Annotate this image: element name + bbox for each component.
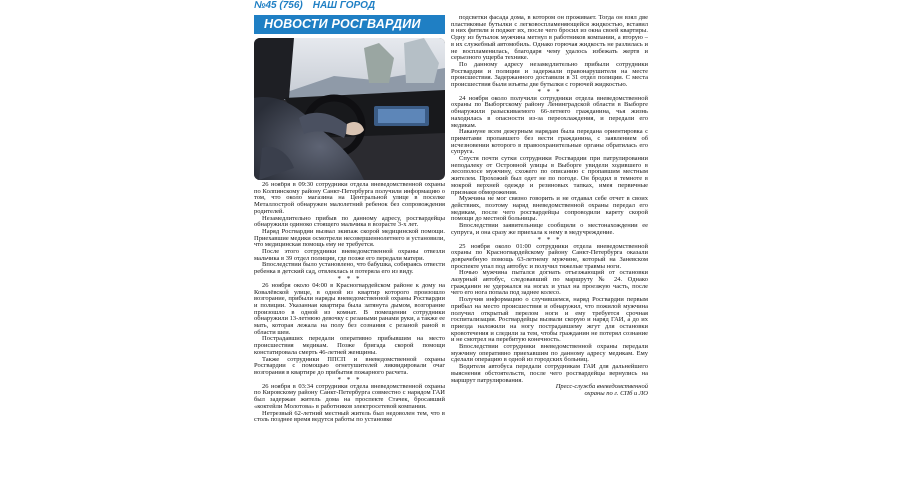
article-paragraph: После этого сотрудники вневедомственной охраны отвезли мальчика в 39 отдел полиции, где позже его передали матери. xyxy=(254,248,445,262)
article-paragraph: Незамедлительно прибыв по данному адресу, росгвардейцы обнаружили одиноко стоящего мальчика в возрасте 3-х лет. xyxy=(254,214,445,229)
article-paragraph: Впоследствии было установлено, что бабушка, собираясь отвести ребенка в детский сад, отвлеклась и потеряла его из виду. xyxy=(254,261,445,276)
article-paragraph: 25 ноября около 01:00 сотрудники отдела вневедомственной охраны по Красногвардейскому району Санкт-Петербурга оказали доврачебную помощь 63-летнему мужчине, который на Заневском проспекте упал под автобус и получил тяжелые травмы ноги. xyxy=(451,242,648,270)
newspaper-name: НАШ ГОРОД xyxy=(312,0,376,11)
article-separator: * * * xyxy=(337,375,362,384)
article-paragraph: Водителя автобуса передали сотрудникам ГАИ для дальнейшего выяснения обстоятельств, после чего росгвардейцы вернулись на маршрут патрулирования. xyxy=(451,363,648,384)
signature-line: охраны по г. СПб и ЛО xyxy=(584,389,648,397)
article-separator: * * * xyxy=(537,87,562,96)
section-title: НОВОСТИ РОСГВАРДИИ xyxy=(254,15,445,34)
article-paragraph: 24 ноября около получили сотрудники отдела вневедомственной охраны по Выборгскому району Ленинградской области в Выборге обнаружили разыскиваемого 66-летнего гражданина, чья жизнь находилась в опасности из-за переохлаждения, и передали его медикам. xyxy=(451,94,648,129)
article-paragraph: Пострадавших передали оперативно прибывшим на место происшествия медикам. Позже бригада скорой помощи констатировала смерть 46-летней женщины. xyxy=(254,335,445,356)
article-paragraph: 26 ноября около 04:00 в Красногвардейском районе к дому на Ковалёвской улице, в одной из квартир которого произошло возгорание, прибыли наряды вневедомственной охраны Росгвардии и полиции. Указанная квартира была затянута дымом, возгорание произошло в одной из комнат. В помещении сотрудники обнаружили 13-летнюю девочку с резаными ранами руки, а также ее мать, которая лежала на полу без сознания с резаной раной в области шеи. xyxy=(254,281,445,336)
article-paragraph: подсветки фасада дома, в котором он проживает. Тогда он взял две пластиковые бутылки с легковоспламеняющейся жидкостью, вставил в них фитили и поджег их, после чего бросил из окна своей квартиры. Одну из бутылок мужчина метнул в работников компании, а вторую – в их служебный автомобиль. Однако горючая жидкость не разлилась и не воспламенилась, благодаря чему удалось избежать жертв и серьезного ущерба технике. xyxy=(451,15,648,62)
article-paragraph: Впоследствии сотрудники вневедомственной охраны передали мужчину оперативно приехавшим по данному адресу медикам. Ему сделали операцию в одной из городских больниц. xyxy=(451,343,648,364)
article-paragraph: Спустя почти сутки сотрудники Росгвардии при патрулировании неподалеку от Островной улицы в Выборге увидели ходившего в лесополосе мужчину, схожего по описанию с пропавшим местным жителем. Прохожий был одет не по погоде. Он бродил в темноте в мокрой верхней одежде и резиновых тапках, имея первичные признаки обморожения. xyxy=(451,155,648,196)
article-paragraph: Ночью мужчина пытался догнать отъезжающий от остановки лазурный автобус, следовавший по маршруту № 24. Однако гражданин не удержался на ногах и упал на проезжую часть, после чего его нога попала под заднее колесо. xyxy=(451,269,648,297)
article-paragraph: Мужчина не мог связно говорить и не отдавал себе отчет в своих действиях, поэтому наряд вневедомственной охраны передал его медикам, после чего росгвардейцы сопроводили карету скорой помощи до местной больницы. xyxy=(451,195,648,223)
issue-number: №45 (756) xyxy=(254,0,303,11)
article-paragraph: 26 ноября в 03:34 сотрудники отдела вневедомственной охраны по Кировскому району Санкт-Петербурга совместно с нарядом ГАИ был задержан житель дома на проспекте Стачек, бросавший «коктейли Молотова» в работников электросетевой компании. xyxy=(254,382,445,410)
article-paragraph: Накануне всем дежурным нарядам была передана ориентировка с приметами пропавшего без вести гражданина, с заявлением об исчезновении которого в правоохранительные органы обратилась его супруга. xyxy=(451,128,648,156)
article-paragraph: Получив информацию о случившемся, наряд Росгвардии первым прибыл на место происшествия и обнаружил, что пожилой мужчина получил открытый перелом ноги и ему требуется срочная госпитализация. Росгвардейцы вызвали скорую и наряд ГАИ, а до их приезда наложили на ногу пострадавшему жгут для остановки кровотечения и следили за тем, чтобы гражданин не потерял сознание и не смотрел на перебитую конечность. xyxy=(451,296,648,344)
article-paragraph: 26 ноября в 09:30 сотрудники отдела вневедомственной охраны по Колпинскому району Санкт-Петербурга получили информацию о том, что около магазина на Центральной улице в поселке Металлострой обнаружен малолетний ребенок без сопровождения родителей. xyxy=(254,182,445,215)
article-paragraph: Впоследствии заявительнице сообщили о местонахождении ее супруга, и она сразу же приехала к нему в медучреждение. xyxy=(451,222,648,236)
article-paragraph: Нетрезвый 62-летний местный житель был недоволен тем, что в столь позднее время ведутся работы по установке xyxy=(254,409,445,424)
article-paragraph: Также сотрудники ППСП и вневедомственной охраны Росгвардии с помощью огнетушителей ликвидировали очаг возгорания в квартире до прибытия пожарного расчета. xyxy=(254,355,445,376)
issue-header xyxy=(254,0,375,11)
article-separator: * * * xyxy=(537,235,562,244)
article-separator: * * * xyxy=(337,274,362,283)
newspaper-page xyxy=(250,0,650,500)
signature xyxy=(451,384,648,397)
column-2 xyxy=(451,15,648,500)
article-paragraph: Наряд Росгвардии вызвал экипаж скорой медицинской помощи. Приехавшие медики осмотрели несовершеннолетнего и установили, что медицинская помощь ему не требуется. xyxy=(254,227,445,249)
signature-line: Пресс-служба вневедомственной xyxy=(555,383,648,391)
column-1 xyxy=(254,182,445,500)
article-paragraph: По данному адресу незамедлительно прибыли сотрудники Росгвардии и полиции и задержали правонарушителя на месте происшествия. Задержанного доставили в 31 отдел полиции. С места происшествия были изъяты две бутылки с горючей жидкостью. xyxy=(451,60,648,89)
article-photo xyxy=(254,38,445,180)
